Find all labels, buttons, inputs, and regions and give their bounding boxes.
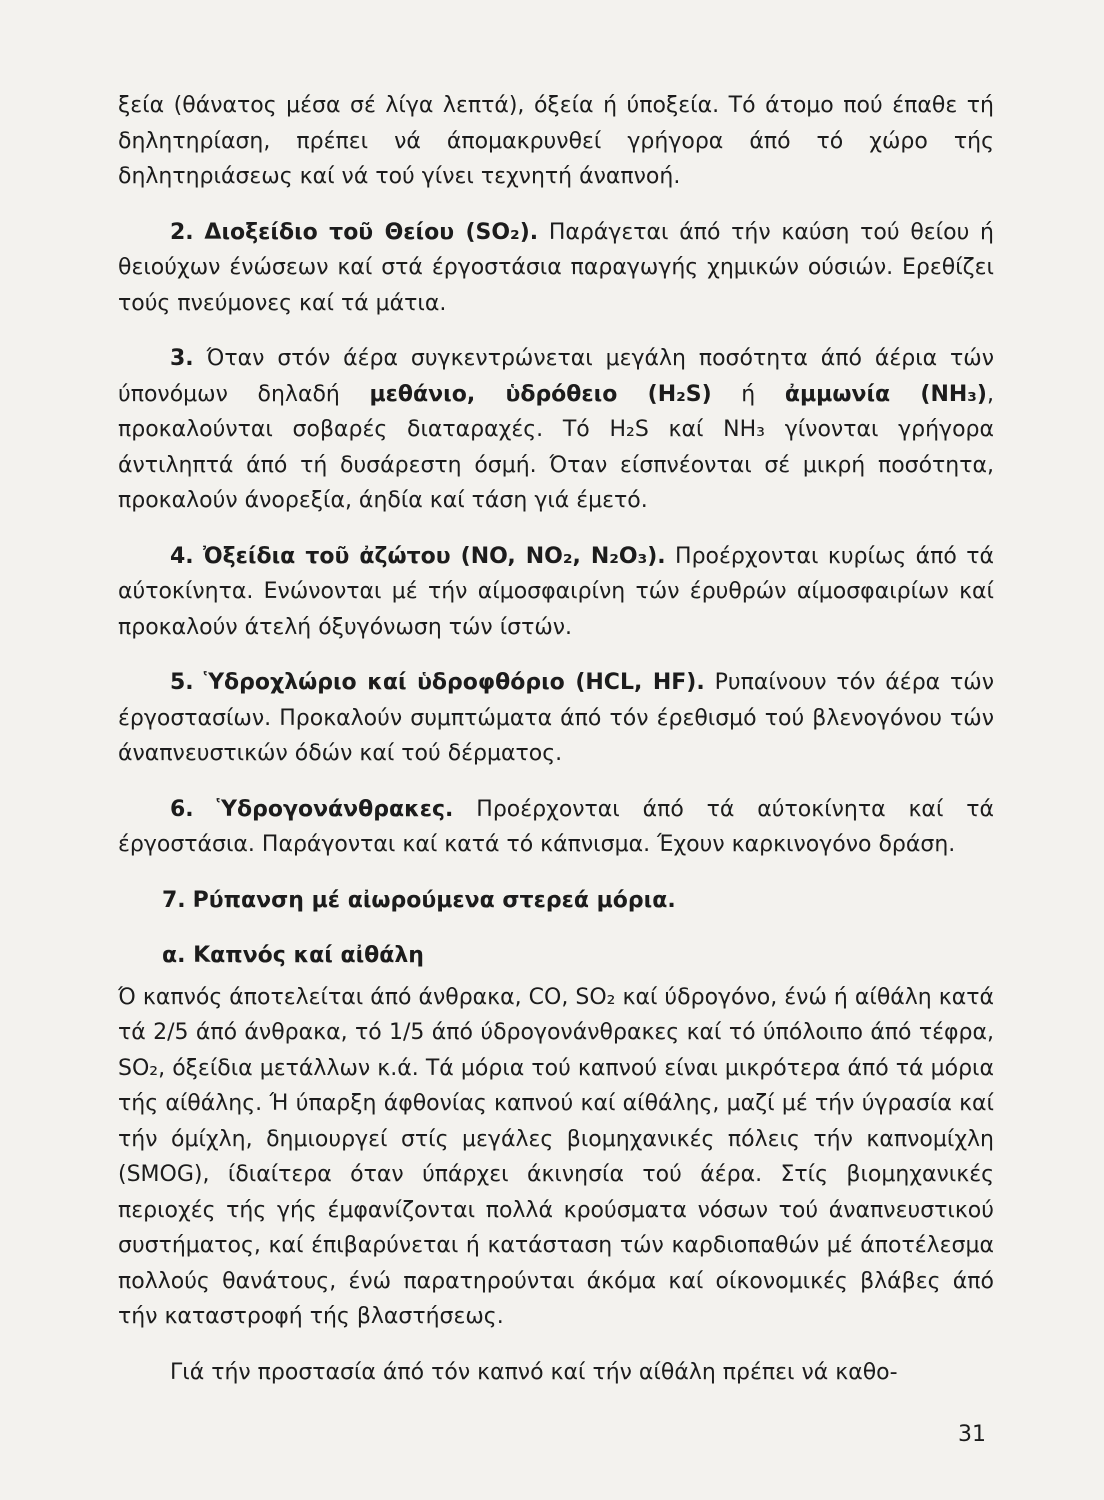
item-5-title: Ὑδροχλώριο καί ὑδροφθόριο (HCL, HF). — [203, 670, 705, 695]
item-3-number: 3. — [170, 346, 194, 371]
item-2-title: Διοξείδιο τοῦ Θείου (SO₂). — [204, 219, 539, 245]
item-7-number: 7. — [162, 887, 186, 913]
item-5-text: Ρυπαίνουν τόν άέρα τών έργοστασίων. Προκαλούν συμπτώματα άπό τόν έρεθισμό τού βλενογόνου τών άναπνευστικών όδών καί τού δέρματος. — [118, 670, 994, 766]
item-3-text-3: , προκαλούνται σοβαρές διαταραχές. Τό H₂S καί NH₃ γίνονται γρήγορα άντιληπτά άπό τή δυσάρεστη όσμή. Όταν είσπνέονται σέ μικρή ποσότητα, προκαλούν άνορεξία, άηδία καί τάση γιά έμετό. — [118, 381, 994, 513]
item-2-paragraph — [118, 215, 994, 322]
item-4-number: 4. — [170, 543, 194, 569]
page-number: 31 — [958, 1422, 986, 1447]
item-2-number: 2. — [170, 219, 194, 245]
item-5-number: 5. — [170, 670, 194, 695]
item-3-paragraph — [118, 341, 994, 519]
intro-paragraph: ξεία (θάνατος μέσα σέ λίγα λεπτά), όξεία ή ύποξεία. Τό άτομο πού έπαθε τή δηλητηρίαση, πρέπει νά άπομακρυνθεί γρήγορα άπό τό χώρο τής δηλητηριάσεως καί νά τού γίνει τεχνητή άναπνοή. — [118, 93, 994, 189]
section-a-paragraph: Ό καπνός άποτελείται άπό άνθρακα, CO, SO₂ καί ύδρογόνο, ένώ ή αίθάλη κατά τά 2/5 άπό άνθρακα, τό 1/5 άπό ύδρογονάνθρακες καί τό ύπόλοιπο άπό τέφρα, SO₂, όξείδια μετάλλων κ.ά. Τά μόρια τού καπνού είναι μικρότερα άπό τά μόρια τής αίθάλης. Ή ύπαρξη άφθονίας καπνού καί αίθάλης, μαζί μέ τήν ύγρασία καί τήν όμίχλη, δημιουργεί στίς μεγάλες βιομηχανικές πόλεις τήν καπνομίχλη (SMOG), ίδιαίτερα όταν ύπάρχει άκινησία τού άέρα. Στίς βιομηχανικές περιοχές τής γής έμφανίζονται πολλά κρούσματα νόσων τού άναπνευστικού συστήματος, καί έπιβαρύνεται ή κατάσταση τών καρδιοπαθών μέ άποτέλεσμα πολλούς θανάτους, ένώ παρατηρούνται άκόμα καί οίκονομικές βλάβες άπό τήν καταστροφή τής βλαστήσεως. — [118, 984, 994, 1329]
item-6-text: Προέρχονται άπό τά αύτοκίνητα καί τά έργοστάσια. Παράγονται καί κατά τό κάπνισμα. Έχουν καρκινογόνο δράση. — [118, 796, 994, 857]
item-3-text-2: ή — [711, 381, 785, 407]
page-content — [118, 88, 994, 1410]
item-3-bold-1: μεθάνιο, ὑδρόθειο (H₂S) — [369, 381, 712, 407]
item-5-paragraph — [118, 665, 994, 772]
item-7-heading — [118, 883, 994, 919]
section-a-heading: α. Καπνός καί αἰθάλη — [162, 943, 424, 968]
item-6-number: 6. — [170, 796, 194, 822]
item-6-paragraph — [118, 792, 994, 863]
item-7-title: Ρύπανση μέ αἰωρούμενα στερεά μόρια. — [192, 887, 676, 913]
item-4-paragraph — [118, 539, 994, 646]
item-4-title: Ὀξείδια τοῦ ἀζώτου (NO, NO₂, N₂O₃). — [203, 543, 666, 569]
closing-paragraph: Γιά τήν προστασία άπό τόν καπνό καί τήν αίθάλη πρέπει νά καθο- — [170, 1359, 898, 1385]
item-3-bold-2: ἀμμωνία (NH₃) — [784, 381, 987, 407]
item-3-text-1: Όταν στόν άέρα συγκεντρώνεται μεγάλη ποσότητα άπό άέρια τών ύπονόμων δηλαδή — [118, 346, 994, 407]
item-2-text: Παράγεται άπό τήν καύση τού θείου ή θειούχων ένώσεων καί στά έργοστάσια παραγωγής χημικών ούσιών. Ερεθίζει τούς πνεύμονες καί τά μάτια. — [118, 219, 994, 316]
item-6-title: Ὑδρογονάνθρακες. — [216, 796, 454, 822]
item-4-text: Προέρχονται κυρίως άπό τά αύτοκίνητα. Ενώνονται μέ τήν αίμοσφαιρίνη τών έρυθρών αίμοσφαιρίων καί προκαλούν άτελή όξυγόνωση τών ίστών. — [118, 543, 994, 640]
